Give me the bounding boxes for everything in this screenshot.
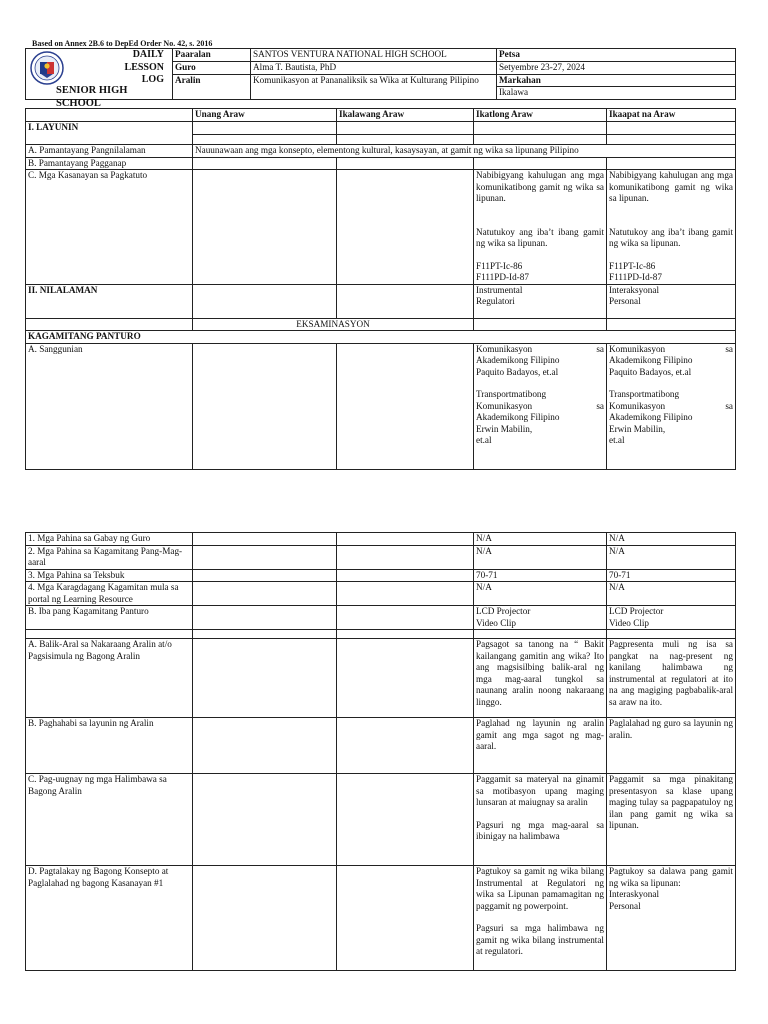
paghahabi-label: B. Paghahabi sa layunin ng Aralin — [26, 718, 193, 774]
markahan-label: Markahan — [497, 74, 736, 87]
day4-header: Ikaapat na Araw — [607, 109, 736, 122]
kagamitan-heading: KAGAMITANG PANTURO — [26, 331, 736, 344]
paaralan-label: Paaralan — [173, 49, 251, 62]
gabay-day4: N/A — [607, 533, 736, 546]
title-daily: DAILY — [132, 49, 164, 60]
petsa-label: Petsa — [497, 49, 736, 62]
teksbuk-day4: 70-71 — [607, 569, 736, 582]
nilalaman-label: II. NILALAMAN — [26, 284, 193, 318]
pag-uugnay-label: C. Pag-uugnay ng mga Halimbawa sa Bagong Aralin — [26, 774, 193, 866]
sanggunian-label: A. Sanggunian — [26, 343, 193, 469]
lesson-table-bottom — [25, 532, 736, 971]
pag-uugnay-day4: Paggamit sa mga pinakitang presentasyon sa klase upang maging tulay sa pagpapatuloy ng ilan pang gamit ng wika sa lipunan. — [607, 774, 736, 866]
kasanayan-day3: Nabibigyang kahulugan ang mga komunikatibong gamit ng wika sa lipunan. Natutukoy ang iba’t ibang gamit ng wika sa lipunan. F11PT-Ic-86 F111PD-Id-87 — [474, 170, 607, 285]
pangnilalaman-label: A. Pamantayang Pangnilalaman — [26, 144, 193, 157]
day3-header: Ikatlong Araw — [474, 109, 607, 122]
sanggunian-day4: Komunikasyon sa Akademikong Filipino Paquito Badayos, et.al Transportmatibong Komunikasyon sa Akademikong Filipino Erwin Mabilin, et.al — [607, 343, 736, 469]
kagamitang-pang-mag-aaral-label: 2. Mga Pahina sa Kagamitang Pang-Mag-aaral — [26, 545, 193, 569]
karagdagang-day3: N/A — [474, 582, 607, 606]
title-cell — [26, 49, 173, 110]
teksbuk-day3: 70-71 — [474, 569, 607, 582]
pag-uugnay-day3: Paggamit sa materyal na ginamit sa motibasyon upang maging lunsaran at maiugnay sa aralin Pagsuri ng mga mag-aaral sa ibinigay na halimbawa — [474, 774, 607, 866]
pagtalakay-day3: Pagtukoy sa gamit ng wika bilang Instrumental at Regulatori ng wika sa Lipunan pamamagitan ng paggamit ng powerpoint. Pagsuri sa mga halimbawa ng gamit ng wika bilang instrumental at regulatori. — [474, 866, 607, 971]
gabay-label: 1. Mga Pahina sa Gabay ng Guro — [26, 533, 193, 546]
annex-caption: Based on Annex 2B.6 to DepEd Order No. 42, s. 2016 — [32, 39, 213, 48]
nilalaman-day3: Instrumental Regulatori — [474, 284, 607, 318]
eksaminasyon-label: EKSAMINASYON — [193, 318, 474, 331]
paaralan-value: SANTOS VENTURA NATIONAL HIGH SCHOOL — [251, 49, 497, 62]
balik-aral-day3: Pagsagot sa tanong na “ Bakit kailangang gamitin ang wika? Ito ang magsisilbing balik-aral ng mga mag-aaral tungkol sa naunang aralin noong nakaraang linggo. — [474, 639, 607, 718]
petsa-value: Setyembre 23-27, 2024 — [497, 62, 736, 75]
pagganap-label: B. Pamantayang Pagganap — [26, 157, 193, 170]
iba-pang-day3: LCD Projector Video Clip — [474, 606, 607, 630]
gabay-day3: N/A — [474, 533, 607, 546]
kagamitang-day4: N/A — [607, 545, 736, 569]
aralin-label: Aralin — [173, 74, 251, 99]
paghahabi-day4: Paglalahad ng guro sa layunin ng aralin. — [607, 718, 736, 774]
title-lesson: LESSON — [124, 61, 164, 73]
day2-header: Ikalawang Araw — [337, 109, 474, 122]
guro-label: Guro — [173, 62, 251, 75]
sanggunian-day3: Komunikasyon sa Akademikong Filipino Paquito Badayos, et.al Transportmatibong Komunikasyon sa Akademikong Filipino Erwin Mabilin, et.al — [474, 343, 607, 469]
guro-value: Alma T. Bautista, PhD — [251, 62, 497, 75]
teksbuk-label: 3. Mga Pahina sa Teksbuk — [26, 569, 193, 582]
kasanayan-label: C. Mga Kasanayan sa Pagkatuto — [26, 170, 193, 285]
paghahabi-day3: Paglahad ng layunin ng aralin gamit ang mga sagot ng mag-aaral. — [474, 718, 607, 774]
balik-aral-label: A. Balik-Aral sa Nakaraang Aralin at/o Pagsisimula ng Bagong Aralin — [26, 639, 193, 718]
karagdagang-label: 4. Mga Karagdagang Kagamitan mula sa portal ng Learning Resource — [26, 582, 193, 606]
nilalaman-day4: Interaksyonal Personal — [607, 284, 736, 318]
pagtalakay-label: D. Pagtalakay ng Bagong Konsepto at Paglalahad ng bagong Kasanayan #1 — [26, 866, 193, 971]
deped-seal-icon — [30, 51, 64, 85]
markahan-value: Ikalawa — [497, 87, 736, 100]
lesson-table-top — [25, 108, 736, 470]
layunin-heading: I. LAYUNIN — [26, 121, 193, 144]
karagdagang-day4: N/A — [607, 582, 736, 606]
aralin-value: Komunikasyon at Pananaliksik sa Wika at Kulturang Pilipino — [251, 74, 497, 99]
iba-pang-label: B. Iba pang Kagamitang Panturo — [26, 606, 193, 630]
title-log: LOG — [141, 74, 164, 85]
title-shs: SENIOR HIGH SCHOOL — [56, 85, 128, 110]
pangnilalaman-value: Nauunawaan ang mga konsepto, elementong kultural, kasaysayan, at gamit ng wika sa lipunang Pilipino — [193, 144, 736, 157]
kagamitang-day3: N/A — [474, 545, 607, 569]
iba-pang-day4: LCD Projector Video Clip — [607, 606, 736, 630]
header-table — [25, 48, 736, 110]
balik-aral-day4: Pagpresenta muli ng isa sa pangkat na nag-present ng kanilang halimbawa ng instrumental at regulatori at ito na ang magiging pagbabalik-aral sa araw na ito. — [607, 639, 736, 718]
day1-header: Unang Araw — [193, 109, 337, 122]
kasanayan-day4: Nabibigyang kahulugan ang mga komunikatibong gamit ng wika sa lipunan. Natutukoy ang iba’t ibang gamit ng wika sa lipunan. F11PT-Ic-86 F111PD-Id-87 — [607, 170, 736, 285]
pagtalakay-day4: Pagtukoy sa dalawa pang gamit ng wika sa lipunan: Interaskyonal Personal — [607, 866, 736, 971]
